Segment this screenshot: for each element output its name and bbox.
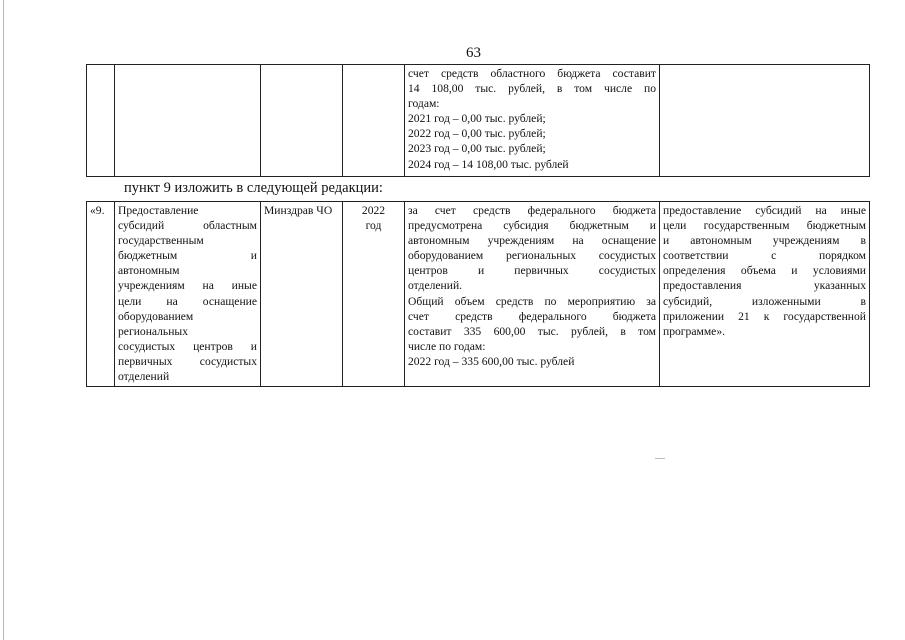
text-line: предоставления указанных	[663, 279, 866, 293]
text-line: региональных	[118, 324, 189, 338]
text-line: государственным	[118, 234, 204, 248]
item-name	[118, 203, 257, 384]
text-line: оборудованием	[118, 309, 194, 323]
cell-number	[87, 202, 115, 387]
text-line: счет средств областного бюджета составит	[408, 67, 656, 80]
cell-name	[115, 65, 261, 177]
cell-executor	[261, 202, 343, 387]
text-line: отделений.	[408, 279, 463, 293]
text-line: счет средств федерального бюджета	[408, 309, 656, 323]
text-line: составит 335 600,00 тыс. рублей, в том	[408, 324, 656, 338]
cell-year	[343, 65, 405, 177]
text-line: отделений	[118, 370, 170, 384]
text-line: предусмотрена субсидия бюджетным и	[408, 219, 656, 233]
text-line: цели на оснащение	[118, 294, 257, 308]
page-number: 63	[466, 45, 481, 61]
text-line: Общий объем средств по мероприятию за	[408, 294, 656, 308]
year-unit: год	[365, 219, 382, 233]
text-line: субсидий, изложенными в	[663, 294, 866, 308]
cell-result	[660, 202, 870, 387]
item-number: «9.	[90, 204, 105, 217]
text-line: 2022 год – 0,00 тыс. рублей;	[408, 127, 546, 141]
text-line: сосудистых центров и	[118, 339, 257, 353]
text-line: предоставление субсидий на иные	[663, 204, 866, 217]
cell-name	[115, 202, 261, 387]
text-line: 2024 год – 14 108,00 тыс. рублей	[408, 157, 569, 171]
text-line: за счет средств федерального бюджета	[408, 204, 656, 217]
text-line: 2023 год – 0,00 тыс. рублей;	[408, 142, 546, 156]
text-line: 2021 год – 0,00 тыс. рублей;	[408, 112, 546, 126]
text-line: субсидий областным	[118, 219, 257, 233]
scan-artifact	[655, 458, 665, 459]
text-line: и автономным учреждениям в	[663, 234, 866, 248]
cell-year	[343, 202, 405, 387]
text-line: бюджетным и	[118, 249, 257, 263]
text-line: определения объема и условиями	[663, 264, 866, 278]
amendment-instruction: пункт 9 изложить в следующей редакции:	[124, 180, 383, 196]
scan-margin-line	[3, 0, 4, 640]
result-text	[663, 203, 866, 339]
continuation-table	[86, 64, 870, 177]
funding-text	[408, 203, 656, 369]
text-line: автономным	[118, 264, 180, 278]
text-line: цели государственным бюджетным	[663, 219, 866, 233]
text-line: числе по годам:	[408, 339, 486, 353]
table-row	[87, 202, 870, 387]
text-line: автономным учреждениям на оснащение	[408, 234, 656, 248]
executor: Минздрав ЧО	[264, 204, 333, 217]
text-line: приложении 21 к государственной	[663, 309, 866, 323]
text-line: Предоставление	[118, 204, 199, 217]
text-line: учреждениям на иные	[118, 279, 257, 293]
cell-funding	[405, 202, 660, 387]
text-line: годам:	[408, 97, 440, 111]
cell-result	[660, 65, 870, 177]
text-line: оборудованием региональных сосудистых	[408, 249, 656, 263]
table-row	[87, 65, 870, 177]
text-line: 14 108,00 тыс. рублей, в том числе по	[408, 82, 656, 96]
text-line: соответствии с порядком	[663, 249, 866, 263]
cell-funding	[405, 65, 660, 177]
item-9-table	[86, 201, 870, 387]
year-value: 2022	[361, 204, 386, 217]
cell-number	[87, 65, 115, 177]
text-line: центров и первичных сосудистых	[408, 264, 656, 278]
text-line: 2022 год – 335 600,00 тыс. рублей	[408, 354, 575, 368]
funding-text	[408, 66, 656, 172]
text-line: первичных сосудистых	[118, 354, 257, 368]
cell-executor	[261, 65, 343, 177]
text-line: программе».	[663, 324, 726, 338]
